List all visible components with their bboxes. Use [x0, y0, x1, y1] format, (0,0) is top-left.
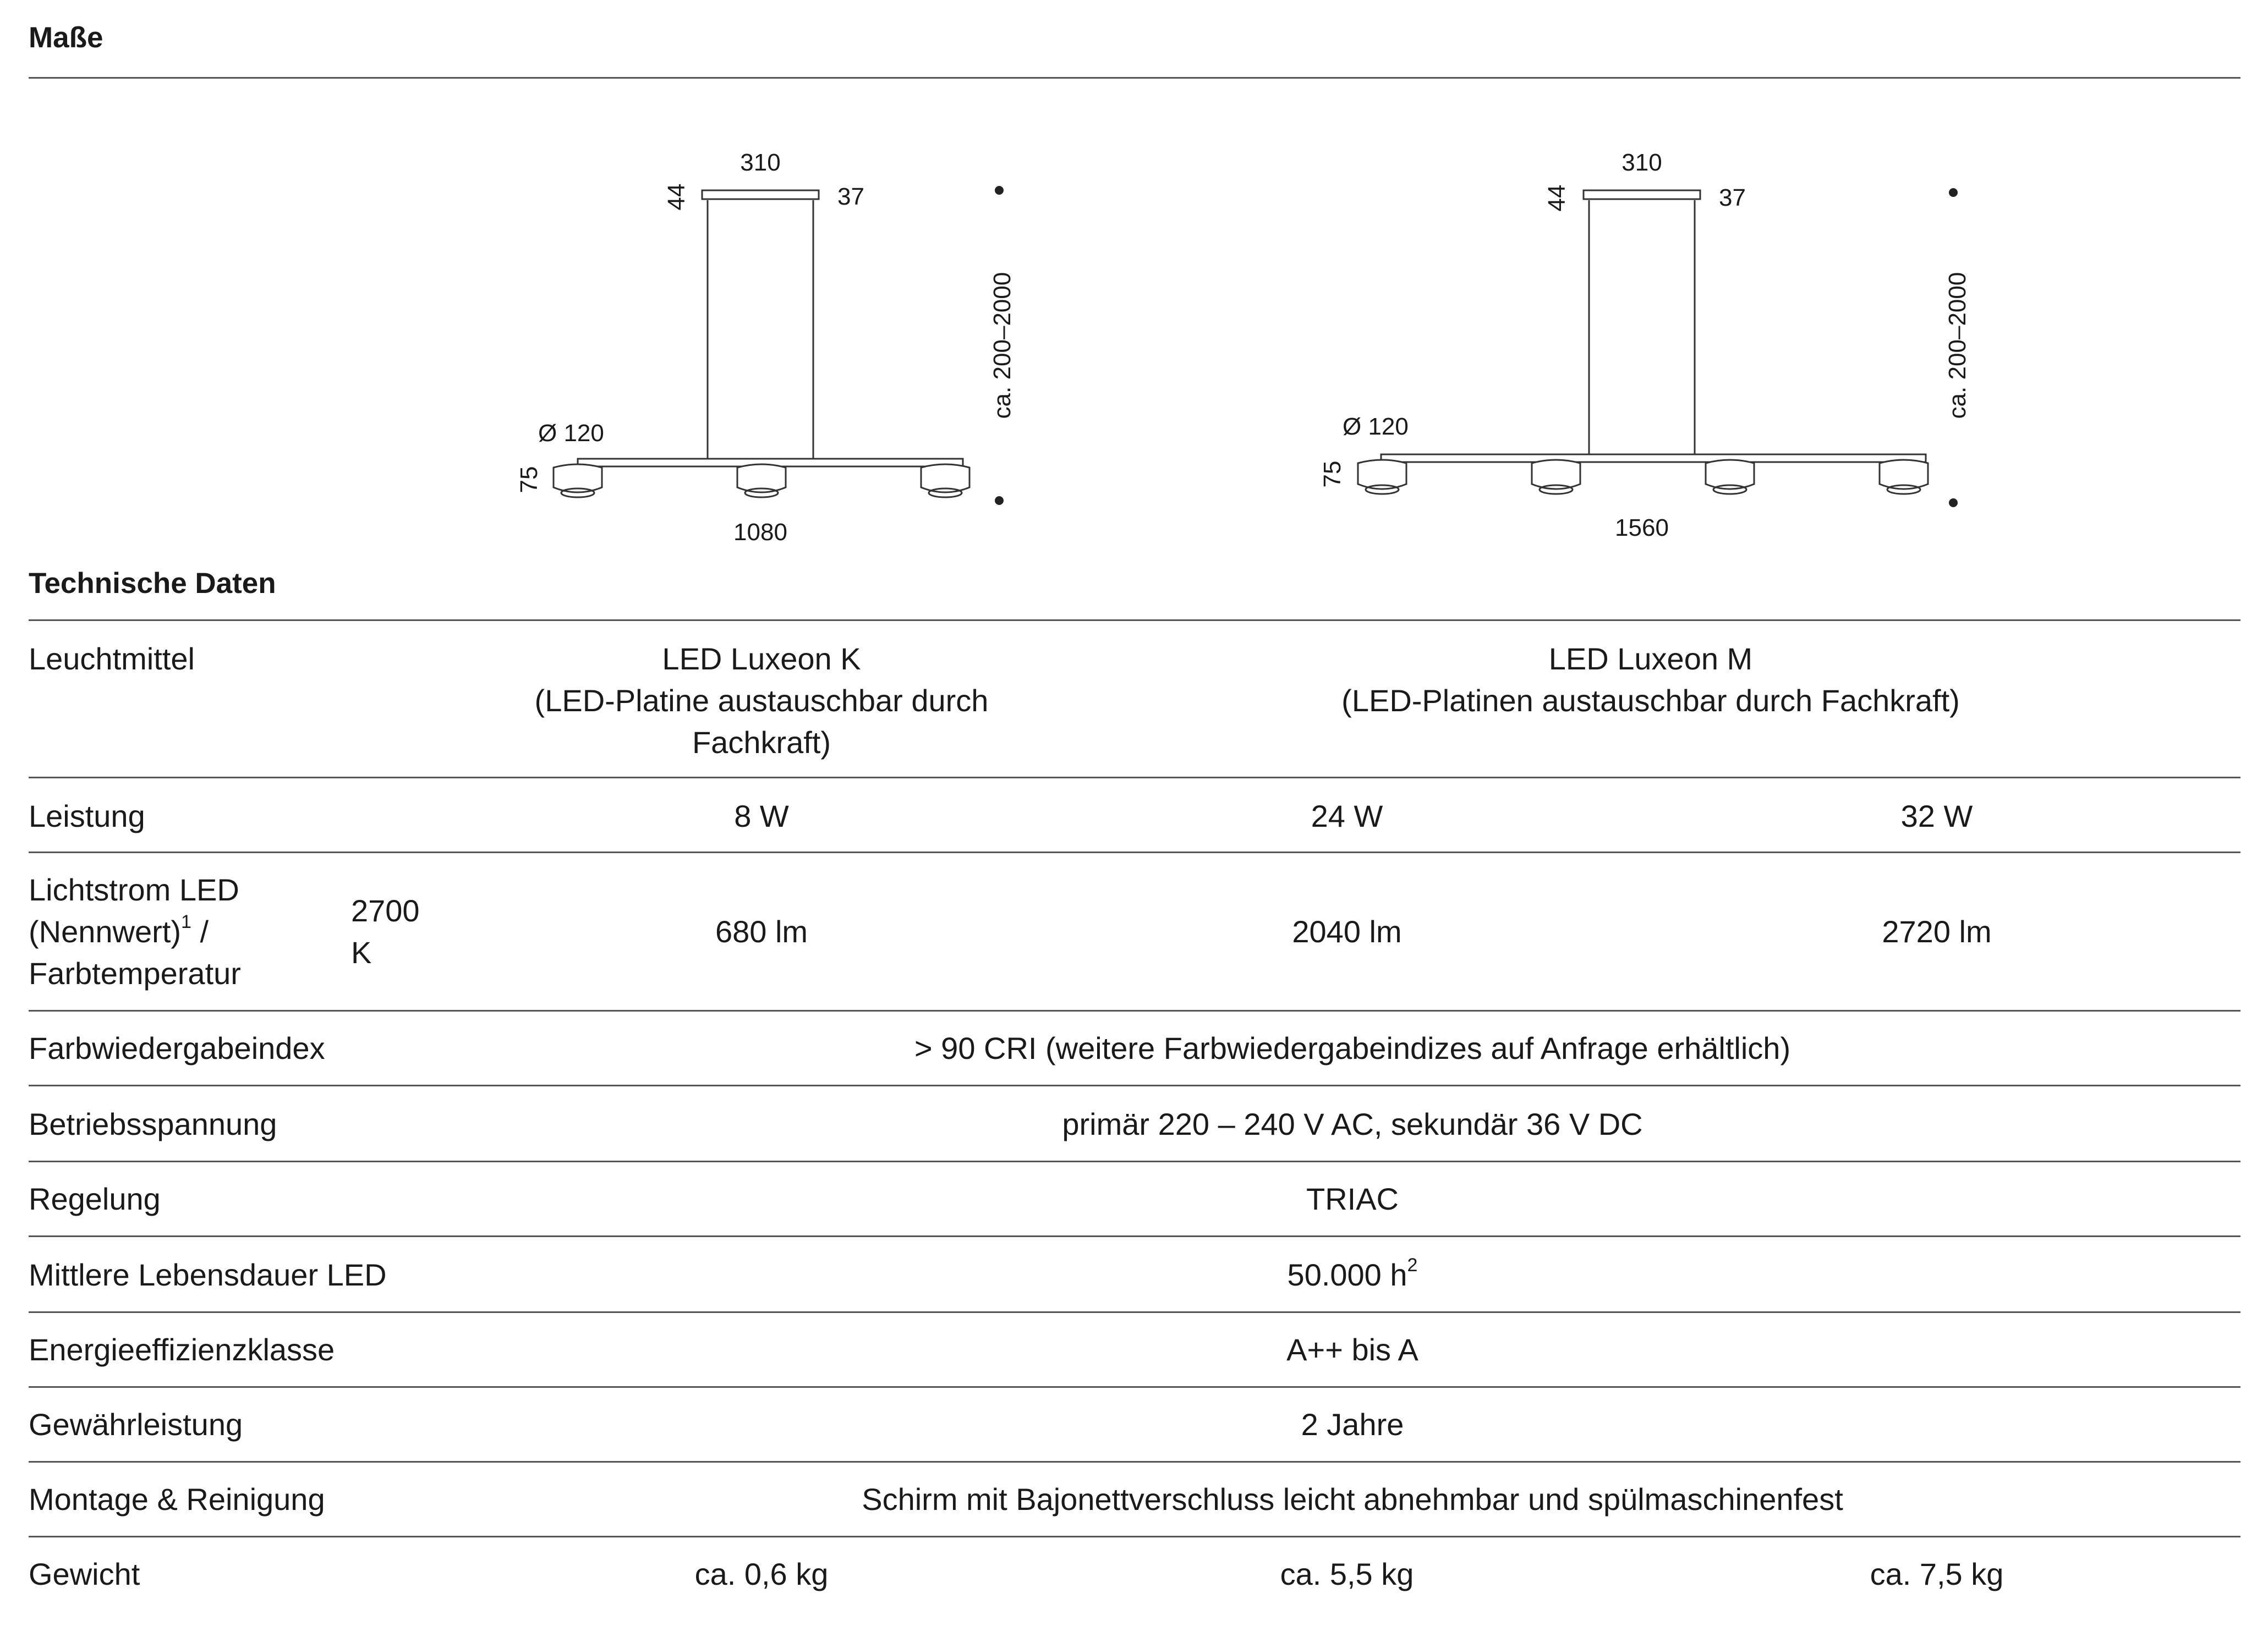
color-temperature	[351, 890, 420, 974]
mounting-value: Schirm mit Bajonettverschluss leicht abnehmbar und spülmaschinenfest	[862, 1482, 1843, 1517]
divider	[29, 852, 2240, 853]
divider	[29, 777, 2240, 778]
height-range-label: ca. 200–2000	[1944, 272, 1971, 419]
voltage-value: primär 220 – 240 V AC, sekundär 36 V DC	[1062, 1107, 1643, 1141]
divider	[29, 619, 2240, 621]
dimension-dot	[1949, 498, 1958, 507]
lichtstrom-label-line1: Lichtstrom LED	[29, 872, 239, 907]
row-label-cri: Farbwiedergabeindex	[29, 1031, 325, 1065]
dimming-value: TRIAC	[1306, 1182, 1399, 1216]
color-temperature-unit: K	[351, 935, 372, 970]
energy-class-value: A++ bis A	[1286, 1332, 1418, 1367]
led-type-k-line3: Fachkraft)	[692, 725, 831, 760]
length-label: 1560	[1615, 514, 1669, 541]
divider	[29, 1461, 2240, 1463]
power-value-1: 8 W	[734, 799, 789, 833]
canopy-depth-label: 37	[837, 183, 864, 210]
divider	[29, 1311, 2240, 1313]
top-width-label: 310	[740, 149, 781, 176]
lumen-value-1: 680 lm	[715, 914, 808, 949]
length-label: 1080	[733, 519, 787, 546]
lamp-head	[1358, 460, 1406, 494]
power-value-2: 24 W	[1311, 799, 1383, 833]
row-label-regelung: Regelung	[29, 1182, 161, 1216]
weight-value-2: ca. 5,5 kg	[1280, 1557, 1414, 1591]
canopy-depth-label: 37	[1719, 184, 1746, 211]
divider	[29, 1085, 2240, 1086]
row-label-energie: Energieeffizienzklasse	[29, 1332, 335, 1367]
canopy-height-label: 44	[1543, 184, 1570, 212]
diameter-label: Ø 120	[538, 420, 604, 447]
diameter-label: Ø 120	[1343, 413, 1409, 440]
led-type-k-line2: (LED-Platine austauschbar durch	[534, 683, 989, 718]
top-width-label: 310	[1621, 149, 1662, 176]
divider	[29, 1010, 2240, 1012]
row-label-spannung: Betriebsspannung	[29, 1107, 277, 1141]
row-label-montage: Montage & Reinigung	[29, 1482, 325, 1517]
dimension-dot	[1949, 188, 1958, 197]
row-label-leuchtmittel: Leuchtmittel	[29, 641, 195, 676]
weight-value-1: ca. 0,6 kg	[694, 1557, 829, 1591]
divider	[29, 1161, 2240, 1162]
head-height-label: 75	[516, 466, 543, 493]
lamp-head	[1532, 460, 1580, 494]
cri-value: > 90 CRI (weitere Farbwiedergabeindizes auf Anfrage erhältlich)	[914, 1031, 1791, 1065]
divider	[29, 1386, 2240, 1388]
head-height-label: 75	[1319, 460, 1346, 488]
canopy-height-label: 44	[663, 183, 690, 211]
led-type-m-line2: (LED-Platinen austauschbar durch Fachkraft)	[1341, 683, 1960, 718]
led-type-m-line1: LED Luxeon M	[1548, 641, 1753, 676]
led-type-k	[535, 638, 989, 763]
weight-value-3: ca. 7,5 kg	[1870, 1557, 2004, 1591]
led-type-m	[1341, 638, 1960, 722]
lumen-value-2: 2040 lm	[1292, 914, 1402, 949]
dimension-drawing-4-heads	[0, 0, 2268, 550]
lichtstrom-label-slash: /	[191, 914, 209, 949]
divider	[29, 1536, 2240, 1537]
lumen-value-3: 2720 lm	[1882, 914, 1992, 949]
lamp-head	[1706, 460, 1754, 494]
tech-data-heading: Technische Daten	[29, 567, 276, 600]
lamp-head	[1880, 460, 1928, 494]
row-label-leistung: Leistung	[29, 799, 145, 833]
dimensions-heading: Maße	[29, 21, 103, 54]
divider	[29, 1235, 2240, 1237]
power-value-3: 32 W	[1900, 799, 1973, 833]
footnote-marker: 1	[180, 911, 191, 932]
color-temperature-value: 2700	[351, 893, 420, 928]
row-label-gewicht: Gewicht	[29, 1557, 140, 1591]
lichtstrom-label-line2: (Nennwert)	[29, 914, 181, 949]
lifetime-value	[1288, 1254, 1418, 1296]
row-label-garantie: Gewährleistung	[29, 1407, 243, 1442]
footnote-marker: 2	[1407, 1255, 1418, 1276]
row-label-lebensdauer: Mittlere Lebensdauer LED	[29, 1257, 387, 1292]
led-type-k-line1: LED Luxeon K	[662, 641, 861, 676]
height-range-label: ca. 200–2000	[989, 272, 1016, 419]
row-label-lichtstrom	[29, 869, 241, 995]
warranty-value: 2 Jahre	[1301, 1407, 1404, 1442]
lichtstrom-label-line3: Farbtemperatur	[29, 956, 241, 991]
lifetime-hours: 50.000 h	[1287, 1257, 1407, 1292]
